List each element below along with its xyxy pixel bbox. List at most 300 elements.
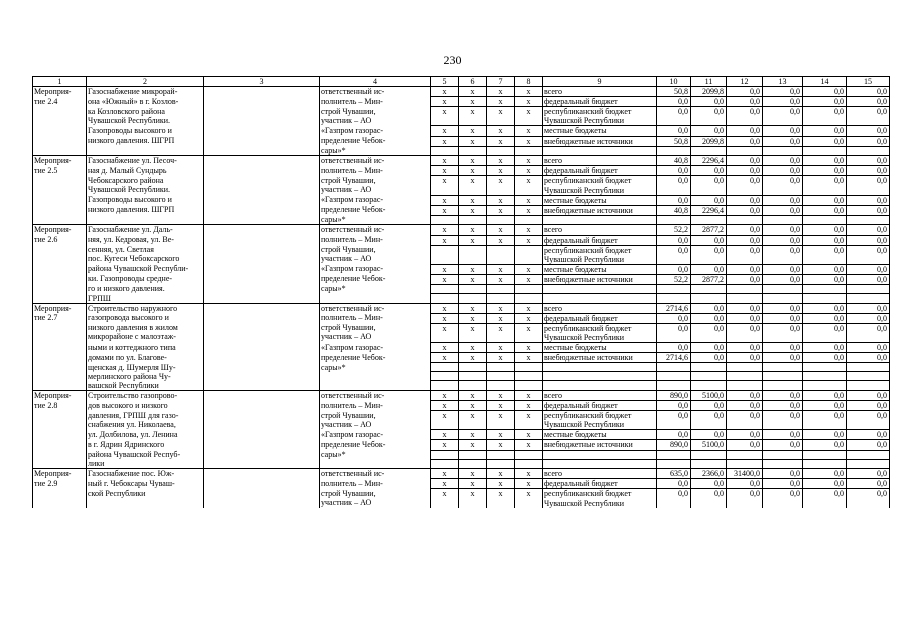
value-cell: 0,0 bbox=[763, 205, 803, 215]
executor-line: полнитель – Мин- bbox=[321, 478, 383, 488]
source-line: внебюджетные источники bbox=[544, 136, 633, 146]
mark-cell: x bbox=[515, 235, 543, 245]
empty-cell bbox=[487, 363, 515, 372]
value-cell: 0,0 bbox=[847, 264, 890, 274]
value-cell: 0,0 bbox=[691, 323, 727, 342]
mark-cell: x bbox=[515, 126, 543, 136]
column-number: 15 bbox=[847, 77, 890, 87]
mark-cell: x bbox=[515, 323, 543, 342]
value-cell: 0,0 bbox=[763, 136, 803, 146]
source-cell bbox=[543, 303, 657, 313]
budget-table bbox=[32, 76, 890, 508]
measure-cell bbox=[33, 235, 87, 245]
value-cell: 0,0 bbox=[727, 97, 763, 107]
value-cell: 0,0 bbox=[803, 136, 847, 146]
column-3-cell bbox=[204, 479, 320, 489]
column-3-cell bbox=[204, 126, 320, 136]
value-cell: 0,0 bbox=[691, 166, 727, 176]
mark-cell: x bbox=[515, 411, 543, 430]
table-row bbox=[33, 294, 890, 304]
description-cell bbox=[87, 264, 204, 274]
executor-line: пределение Чебок- bbox=[321, 136, 386, 146]
column-number: 9 bbox=[543, 77, 657, 87]
measure-cell bbox=[33, 294, 87, 304]
description-cell bbox=[87, 166, 204, 176]
empty-cell bbox=[763, 459, 803, 469]
value-cell: 0,0 bbox=[803, 391, 847, 401]
table-row bbox=[33, 205, 890, 215]
mark-cell: x bbox=[431, 489, 459, 508]
empty-cell bbox=[763, 381, 803, 391]
source-line: местные бюджеты bbox=[544, 343, 607, 353]
empty-cell bbox=[727, 215, 763, 225]
description-line: ки. Газопроводы средне- bbox=[88, 274, 173, 284]
executor-cell bbox=[320, 146, 431, 156]
value-cell: 0,0 bbox=[803, 489, 847, 508]
mark-cell: x bbox=[431, 274, 459, 284]
source-cell bbox=[543, 235, 657, 245]
empty-cell bbox=[691, 146, 727, 156]
empty-cell bbox=[657, 363, 691, 372]
mark-cell: x bbox=[459, 136, 487, 146]
value-cell: 52,2 bbox=[657, 225, 691, 235]
empty-cell bbox=[727, 459, 763, 469]
description-cell bbox=[87, 205, 204, 215]
table-row bbox=[33, 459, 890, 469]
executor-line: ответственный ис- bbox=[321, 225, 385, 235]
mark-cell: x bbox=[487, 136, 515, 146]
measure-cell bbox=[33, 156, 87, 166]
description-cell bbox=[87, 381, 204, 391]
source-line: Чувашской Республики bbox=[544, 420, 625, 430]
value-cell: 0,0 bbox=[803, 440, 847, 450]
mark-cell: x bbox=[459, 401, 487, 411]
executor-cell bbox=[320, 353, 431, 363]
value-cell: 0,0 bbox=[847, 166, 890, 176]
empty-cell bbox=[847, 372, 890, 381]
measure-cell bbox=[33, 146, 87, 156]
column-3-cell bbox=[204, 87, 320, 97]
value-cell: 0,0 bbox=[691, 264, 727, 274]
value-cell: 0,0 bbox=[657, 479, 691, 489]
value-cell: 0,0 bbox=[657, 411, 691, 430]
executor-cell bbox=[320, 343, 431, 353]
mark-cell: x bbox=[459, 176, 487, 195]
source-cell bbox=[543, 245, 657, 264]
empty-cell bbox=[727, 450, 763, 459]
value-cell: 0,0 bbox=[691, 235, 727, 245]
executor-cell bbox=[320, 245, 431, 264]
description-line: Газоснабжение ул. Даль- bbox=[88, 225, 173, 235]
source-line: Чувашской Республики bbox=[544, 498, 625, 508]
mark-cell: x bbox=[459, 479, 487, 489]
mark-cell: x bbox=[459, 235, 487, 245]
description-cell bbox=[87, 372, 204, 381]
executor-line: пределение Чебок- bbox=[321, 352, 386, 362]
source-line: федеральный бюджет bbox=[544, 166, 618, 176]
value-cell: 2714,6 bbox=[657, 303, 691, 313]
empty-cell bbox=[515, 146, 543, 156]
value-cell: 635,0 bbox=[657, 469, 691, 479]
mark-cell: x bbox=[487, 353, 515, 363]
mark-cell: x bbox=[515, 343, 543, 353]
mark-cell: x bbox=[515, 87, 543, 97]
value-cell: 0,0 bbox=[803, 479, 847, 489]
value-cell: 0,0 bbox=[763, 97, 803, 107]
empty-cell bbox=[543, 215, 657, 225]
value-cell: 0,0 bbox=[657, 176, 691, 195]
mark-cell: x bbox=[459, 225, 487, 235]
value-cell: 0,0 bbox=[847, 343, 890, 353]
empty-cell bbox=[847, 294, 890, 304]
column-3-cell bbox=[204, 343, 320, 353]
source-cell bbox=[543, 353, 657, 363]
source-cell bbox=[543, 205, 657, 215]
table-row-start bbox=[33, 391, 890, 401]
value-cell: 0,0 bbox=[847, 235, 890, 245]
value-cell: 0,0 bbox=[727, 235, 763, 245]
column-3-cell bbox=[204, 430, 320, 440]
executor-line: полнитель – Мин- bbox=[321, 235, 383, 244]
empty-cell bbox=[657, 459, 691, 469]
executor-cell bbox=[320, 126, 431, 136]
mark-cell: x bbox=[459, 156, 487, 166]
measure-cell bbox=[33, 353, 87, 363]
column-number: 12 bbox=[727, 77, 763, 87]
measure-cell bbox=[33, 136, 87, 146]
measure-line: Мероприя- bbox=[34, 156, 72, 166]
measure-cell bbox=[33, 372, 87, 381]
value-cell: 40,8 bbox=[657, 205, 691, 215]
empty-cell bbox=[803, 146, 847, 156]
description-cell bbox=[87, 294, 204, 304]
table-row bbox=[33, 215, 890, 225]
executor-line: «Газпром газорас- bbox=[321, 342, 384, 352]
source-cell bbox=[543, 156, 657, 166]
empty-cell bbox=[543, 363, 657, 372]
value-cell: 2296,4 bbox=[691, 205, 727, 215]
empty-cell bbox=[763, 450, 803, 459]
value-cell: 0,0 bbox=[763, 479, 803, 489]
value-cell: 0,0 bbox=[803, 353, 847, 363]
value-cell: 0,0 bbox=[763, 235, 803, 245]
executor-cell bbox=[320, 156, 431, 166]
source-line: внебюджетные источники bbox=[544, 353, 633, 363]
mark-cell: x bbox=[459, 205, 487, 215]
empty-cell bbox=[515, 284, 543, 293]
mark-cell: x bbox=[487, 156, 515, 166]
table-row bbox=[33, 323, 890, 342]
source-line: республиканский бюджет bbox=[544, 411, 632, 421]
description-cell bbox=[87, 450, 204, 459]
mark-cell: x bbox=[487, 343, 515, 353]
mark-cell: x bbox=[487, 303, 515, 313]
table-row-start bbox=[33, 469, 890, 479]
mark-cell: x bbox=[515, 469, 543, 479]
measure-cell bbox=[33, 430, 87, 440]
empty-cell bbox=[515, 459, 543, 469]
value-cell: 0,0 bbox=[763, 411, 803, 430]
measure-cell bbox=[33, 126, 87, 136]
source-line: Чувашской Республики bbox=[544, 185, 625, 195]
value-cell: 2099,8 bbox=[691, 136, 727, 146]
source-cell bbox=[543, 391, 657, 401]
description-cell bbox=[87, 156, 204, 166]
source-cell bbox=[543, 107, 657, 126]
executor-cell bbox=[320, 381, 431, 391]
column-3-cell bbox=[204, 274, 320, 284]
value-cell: 0,0 bbox=[847, 353, 890, 363]
executor-line: строй Чувашии, bbox=[321, 488, 376, 498]
description-line: вашской Республики bbox=[88, 380, 159, 390]
empty-cell bbox=[487, 215, 515, 225]
value-cell: 0,0 bbox=[657, 343, 691, 353]
value-cell: 0,0 bbox=[763, 107, 803, 126]
executor-line: строй Чувашии, bbox=[321, 410, 376, 420]
value-cell: 0,0 bbox=[763, 323, 803, 342]
value-cell: 0,0 bbox=[847, 176, 890, 195]
description-line: ул. Долбилова, ул. Ленина bbox=[88, 429, 178, 439]
empty-cell bbox=[803, 284, 847, 293]
source-cell bbox=[543, 136, 657, 146]
executor-line: «Газпром газорас- bbox=[321, 125, 384, 135]
description-line: Газопроводы высокого и bbox=[88, 125, 172, 135]
value-cell: 2099,8 bbox=[691, 87, 727, 97]
value-cell: 0,0 bbox=[727, 107, 763, 126]
description-line: Газоснабжение ул. Песоч- bbox=[88, 156, 177, 166]
source-cell bbox=[543, 225, 657, 235]
mark-cell: x bbox=[459, 430, 487, 440]
description-line: Чебоксарского района bbox=[88, 175, 164, 185]
value-cell: 0,0 bbox=[657, 430, 691, 440]
column-3-cell bbox=[204, 264, 320, 274]
description-cell bbox=[87, 235, 204, 245]
executor-cell bbox=[320, 107, 431, 126]
empty-cell bbox=[691, 450, 727, 459]
executor-line: строй Чувашии, bbox=[321, 245, 376, 255]
empty-cell bbox=[727, 381, 763, 391]
empty-cell bbox=[803, 450, 847, 459]
empty-cell bbox=[847, 146, 890, 156]
value-cell: 0,0 bbox=[803, 176, 847, 195]
empty-cell bbox=[657, 372, 691, 381]
value-cell: 0,0 bbox=[803, 303, 847, 313]
executor-cell bbox=[320, 195, 431, 205]
value-cell: 0,0 bbox=[763, 391, 803, 401]
mark-cell: x bbox=[515, 274, 543, 284]
table-row bbox=[33, 381, 890, 391]
value-cell: 0,0 bbox=[847, 401, 890, 411]
mark-cell: x bbox=[487, 126, 515, 136]
empty-cell bbox=[543, 450, 657, 459]
description-line: Газоснабжение пос. Юж- bbox=[88, 469, 175, 479]
empty-cell bbox=[543, 459, 657, 469]
executor-line: полнитель – Мин- bbox=[321, 165, 383, 175]
value-cell: 0,0 bbox=[727, 343, 763, 353]
table-row-start bbox=[33, 303, 890, 313]
source-cell bbox=[543, 97, 657, 107]
mark-cell: x bbox=[515, 205, 543, 215]
mark-cell: x bbox=[431, 235, 459, 245]
value-cell: 0,0 bbox=[803, 235, 847, 245]
empty-cell bbox=[727, 372, 763, 381]
source-line: Чувашской Республики bbox=[544, 116, 625, 126]
value-cell: 0,0 bbox=[847, 313, 890, 323]
empty-cell bbox=[763, 372, 803, 381]
mark-cell: x bbox=[459, 303, 487, 313]
value-cell: 0,0 bbox=[803, 323, 847, 342]
mark-cell: x bbox=[459, 195, 487, 205]
description-cell bbox=[87, 284, 204, 293]
mark-cell: x bbox=[459, 166, 487, 176]
table-row bbox=[33, 146, 890, 156]
source-line: всего bbox=[544, 87, 563, 97]
source-line: федеральный бюджет bbox=[544, 401, 618, 411]
table-row bbox=[33, 136, 890, 146]
measure-line: тие 2.4 bbox=[34, 96, 58, 106]
measure-cell bbox=[33, 479, 87, 489]
value-cell: 0,0 bbox=[803, 126, 847, 136]
measure-cell bbox=[33, 97, 87, 107]
value-cell: 0,0 bbox=[691, 489, 727, 508]
empty-cell bbox=[431, 459, 459, 469]
description-cell bbox=[87, 313, 204, 323]
table-row bbox=[33, 430, 890, 440]
empty-cell bbox=[691, 215, 727, 225]
value-cell: 0,0 bbox=[727, 136, 763, 146]
column-3-cell bbox=[204, 353, 320, 363]
source-cell bbox=[543, 411, 657, 430]
empty-cell bbox=[459, 215, 487, 225]
executor-line: «Газпром газорас- bbox=[321, 429, 384, 439]
value-cell: 0,0 bbox=[763, 430, 803, 440]
mark-cell: x bbox=[431, 195, 459, 205]
executor-line: участник – АО bbox=[321, 115, 372, 125]
value-cell: 0,0 bbox=[727, 166, 763, 176]
empty-cell bbox=[459, 459, 487, 469]
value-cell: 0,0 bbox=[657, 245, 691, 264]
mark-cell: x bbox=[515, 303, 543, 313]
mark-cell: x bbox=[431, 156, 459, 166]
value-cell: 0,0 bbox=[847, 225, 890, 235]
empty-cell bbox=[691, 372, 727, 381]
mark-cell: x bbox=[487, 176, 515, 195]
mark-cell: x bbox=[487, 235, 515, 245]
value-cell: 0,0 bbox=[727, 401, 763, 411]
executor-line: участник – АО bbox=[321, 254, 372, 264]
table-row-start bbox=[33, 156, 890, 166]
executor-cell bbox=[320, 469, 431, 479]
value-cell: 0,0 bbox=[763, 303, 803, 313]
mark-cell: x bbox=[431, 391, 459, 401]
table-row bbox=[33, 107, 890, 126]
value-cell: 0,0 bbox=[763, 225, 803, 235]
value-cell: 0,0 bbox=[803, 274, 847, 284]
value-cell: 0,0 bbox=[727, 156, 763, 166]
empty-cell bbox=[543, 284, 657, 293]
empty-cell bbox=[515, 215, 543, 225]
column-3-cell bbox=[204, 489, 320, 508]
value-cell: 40,8 bbox=[657, 156, 691, 166]
source-line: всего bbox=[544, 391, 563, 400]
value-cell: 0,0 bbox=[727, 126, 763, 136]
mark-cell bbox=[459, 245, 487, 264]
value-cell: 0,0 bbox=[803, 156, 847, 166]
value-cell: 2366,0 bbox=[691, 469, 727, 479]
column-3-cell bbox=[204, 195, 320, 205]
mark-cell: x bbox=[515, 264, 543, 274]
source-line: местные бюджеты bbox=[544, 264, 607, 274]
source-cell bbox=[543, 166, 657, 176]
mark-cell: x bbox=[431, 479, 459, 489]
empty-cell bbox=[763, 284, 803, 293]
mark-cell: x bbox=[431, 176, 459, 195]
description-line: ными и коттеджного типа bbox=[88, 342, 176, 352]
value-cell: 0,0 bbox=[727, 391, 763, 401]
value-cell: 0,0 bbox=[727, 87, 763, 97]
empty-cell bbox=[431, 381, 459, 391]
measure-line: Мероприя- bbox=[34, 87, 72, 97]
mark-cell: x bbox=[515, 195, 543, 205]
description-line: ГРПШ bbox=[88, 293, 111, 303]
source-line: всего bbox=[544, 156, 563, 166]
source-cell bbox=[543, 176, 657, 195]
executor-cell bbox=[320, 459, 431, 469]
description-line: давления, ГРПШ для газо- bbox=[88, 410, 179, 420]
executor-cell bbox=[320, 479, 431, 489]
empty-cell bbox=[487, 294, 515, 304]
source-line: республиканский бюджет bbox=[544, 323, 632, 333]
value-cell: 0,0 bbox=[691, 97, 727, 107]
measure-cell bbox=[33, 440, 87, 450]
mark-cell: x bbox=[515, 479, 543, 489]
executor-line: «Газпром газорас- bbox=[321, 195, 384, 205]
value-cell: 50,8 bbox=[657, 87, 691, 97]
column-3-cell bbox=[204, 146, 320, 156]
empty-cell bbox=[459, 363, 487, 372]
table-row bbox=[33, 363, 890, 372]
mark-cell: x bbox=[487, 401, 515, 411]
description-cell bbox=[87, 87, 204, 97]
mark-cell: x bbox=[487, 479, 515, 489]
executor-line: полнитель – Мин- bbox=[321, 400, 383, 410]
empty-cell bbox=[803, 294, 847, 304]
description-line: щенская д. Шумерля Шу- bbox=[88, 362, 176, 372]
measure-cell bbox=[33, 401, 87, 411]
source-cell bbox=[543, 195, 657, 205]
source-line: федеральный бюджет bbox=[544, 97, 618, 107]
description-line: Газоснабжение микрорай- bbox=[88, 87, 178, 97]
executor-cell bbox=[320, 450, 431, 459]
mark-cell: x bbox=[487, 489, 515, 508]
executor-line: строй Чувашии, bbox=[321, 323, 376, 333]
source-line: федеральный бюджет bbox=[544, 235, 618, 245]
value-cell: 0,0 bbox=[691, 107, 727, 126]
mark-cell: x bbox=[515, 225, 543, 235]
value-cell: 0,0 bbox=[657, 97, 691, 107]
description-cell bbox=[87, 363, 204, 372]
value-cell: 0,0 bbox=[803, 225, 847, 235]
table-row bbox=[33, 195, 890, 205]
executor-cell bbox=[320, 274, 431, 284]
column-3-cell bbox=[204, 205, 320, 215]
executor-cell bbox=[320, 294, 431, 304]
value-cell: 0,0 bbox=[657, 313, 691, 323]
table-row bbox=[33, 176, 890, 195]
empty-cell bbox=[431, 450, 459, 459]
column-3-cell bbox=[204, 450, 320, 459]
table-row bbox=[33, 372, 890, 381]
